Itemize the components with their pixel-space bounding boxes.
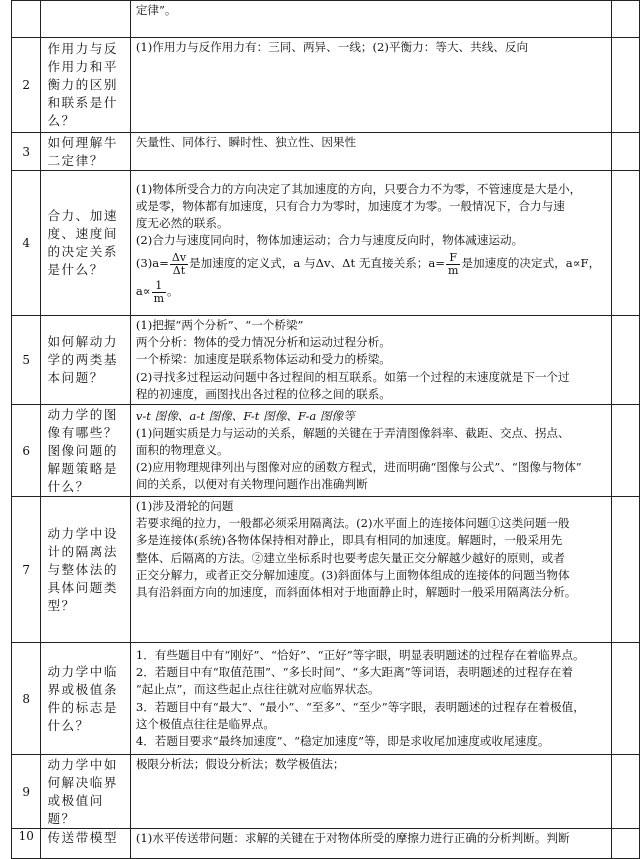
row-number: 8 xyxy=(12,643,41,755)
answer-line: (2)合力与速度同向时，物体加速运动；合力与速度反向时，物体减速运动。 xyxy=(135,233,524,248)
answer-line: 面积的物理意义。 xyxy=(135,442,229,457)
question-cell xyxy=(41,1,130,38)
answer-line: 程的初速度，画图找出各过程的位移之间的联系。 xyxy=(135,386,391,401)
answer-line: 定律”。 xyxy=(135,3,177,17)
answer-line: 一个桥梁：加速度是联系物体运动和受力的桥梁。 xyxy=(135,352,391,367)
fraction-denominator: Δt xyxy=(172,263,186,277)
answer-line: (1)涉及滑轮的问题 xyxy=(135,499,234,514)
answer-line: “起止点”，而这些起止点往往就对应临界状态。 xyxy=(135,682,380,697)
table-row xyxy=(12,829,640,859)
table-row xyxy=(12,38,640,133)
table-row xyxy=(12,171,640,316)
answer-line: 2．若题目中有“取值范围”、“多长时间”、“多大距离”等词语，表明题述的过程存在着 xyxy=(135,665,573,680)
answer-line: (1)作用力与反作用力有：三同、两异、一线；(2)平衡力：等大、共线、反向 xyxy=(135,40,529,54)
question-cell: 合力、加速度、速度间的决定关系是什么？ xyxy=(41,171,130,316)
empty-cell xyxy=(612,1,640,38)
question-cell: 作用力与反作用力和平衡力的区别和联系是什么？ xyxy=(41,38,130,133)
answer-line: (1)把握“两个分析”、“一个桥梁” xyxy=(135,318,304,332)
question-cell: 动力学中临界或极值条件的标志是什么？ xyxy=(41,643,130,755)
table-row xyxy=(12,755,640,829)
empty-cell xyxy=(612,133,640,171)
answer-cell xyxy=(130,133,611,171)
answer-cell xyxy=(130,643,611,755)
answer-line: 极限分析法；假设分析法；数学极值法； xyxy=(135,757,345,772)
answer-line: (2)应用物理规律列出与图像对应的函数方程式，进而明确“图像与公式”、“图像与物体” xyxy=(135,460,582,475)
answer-cell xyxy=(130,755,611,829)
answer-line: 度无必然的联系。 xyxy=(135,216,229,230)
answer-line: 间的关系，以便对有关物理问题作出准确判断 xyxy=(135,477,368,492)
answer-cell xyxy=(130,497,611,643)
table-row xyxy=(12,133,640,171)
table-row xyxy=(12,497,640,643)
row-number: 5 xyxy=(12,316,41,405)
empty-cell xyxy=(612,755,640,829)
formula-line xyxy=(136,249,606,277)
row-number: 4 xyxy=(12,171,41,316)
answer-line: 整体、后隔离的方法。②建立坐标系时也要考虑矢量正交分解越少越好的原则，或者 xyxy=(135,550,565,565)
answer-cell xyxy=(130,316,611,405)
formula-line xyxy=(136,277,606,305)
question-cell: 如何理解牛二定律？ xyxy=(41,133,130,171)
formula-middle: 是加速度的定义式，a 与Δv、Δt 无直接关系；a= xyxy=(189,256,446,271)
empty-cell xyxy=(612,171,640,316)
answer-cell xyxy=(130,405,611,497)
fraction-dv-dt xyxy=(170,252,188,277)
formula-last-prefix: a∝ xyxy=(135,284,151,299)
fraction-numerator: Δv xyxy=(171,250,187,264)
answer-line: (2)寻找多过程运动问题中各过程间的相互联系。如第一个过程的末速度就是下一个过 xyxy=(135,369,570,384)
empty-cell xyxy=(612,38,640,133)
table-row xyxy=(12,643,640,755)
row-number: 2 xyxy=(12,38,41,133)
answer-line: 或是零，物体都有加速度，只有合力为零时，加速度才为零。一般情况下，合力与速 xyxy=(135,198,565,213)
fraction-1-m xyxy=(152,280,166,305)
answer-cell xyxy=(130,171,611,316)
empty-cell xyxy=(612,316,640,405)
answer-line: (1)水平传送带问题：求解的关键在于对物体所受的摩擦力进行正确的分析判断。判断 xyxy=(135,831,570,846)
question-cell: 动力学中设计的隔离法与整体法的具体问题类型？ xyxy=(41,497,130,643)
answer-line: 4．若题目要求“最终加速度”、“稳定加速度”等，即是求收尾加速度或收尾速度。 xyxy=(135,733,550,748)
answer-line: 具有沿斜面方向的加速度，而斜面体相对于地面静止时，解题时一般采用隔离法分析。 xyxy=(135,585,577,600)
question-cell: 如何解动力学的两类基本问题？ xyxy=(41,316,130,405)
row-number xyxy=(12,1,41,38)
formula-suffix: 是加速度的决定式，a∝F， xyxy=(461,256,601,271)
table-row xyxy=(12,405,640,497)
table-row xyxy=(12,1,640,38)
fraction-f-m xyxy=(446,252,460,277)
answer-line: 正交分解力，或者正交分解加速度。(3)斜面体与上面物体组成的连接体的问题当物体 xyxy=(135,567,570,582)
row-number: 3 xyxy=(12,133,41,171)
question-cell: 动力学的图像有哪些？图像问题的解题策略是什么？ xyxy=(41,405,130,497)
answer-line: 多是连接体(系统)各物体保持相对静止，即具有相同的加速度。解题时，一般采用先 xyxy=(135,533,563,548)
row-number: 6 xyxy=(12,405,41,497)
empty-cell xyxy=(612,643,640,755)
answer-cell xyxy=(130,38,611,133)
fraction-denominator: m xyxy=(448,263,459,277)
fraction-numerator: F xyxy=(446,252,460,265)
empty-cell xyxy=(612,497,640,643)
formula-last-suffix: 。 xyxy=(167,284,179,299)
empty-cell xyxy=(612,829,640,859)
answer-line: (1)物体所受合力的方向决定了其加速度的方向，只要合力不为零，不管速度是大是小， xyxy=(135,181,582,196)
answer-line: (1)问题实质是力与运动的关系，解题的关键在于弄清图像斜率、截距、交点、拐点、 xyxy=(135,425,570,440)
answer-line: 这个极值点往往是临界点。 xyxy=(135,716,275,731)
answer-line: 若要求绳的拉力，一般都必须采用隔离法。(2)水平面上的连接体问题①这类问题一般 xyxy=(135,516,570,531)
physics-qa-table xyxy=(11,0,640,859)
row-number: 7 xyxy=(12,497,41,643)
answer-cell xyxy=(130,829,611,859)
empty-cell xyxy=(612,405,640,497)
row-number: 10 xyxy=(12,829,41,859)
answer-line: v-t 图像、a-t 图像、F-t 图像、F-a 图像等 xyxy=(135,408,355,423)
answer-cell xyxy=(130,1,611,38)
formula-prefix: (3)a= xyxy=(135,256,169,271)
answer-line: 矢量性、同体行、瞬时性、独立性、因果性 xyxy=(135,135,357,149)
table-row xyxy=(12,316,640,405)
fraction-numerator: 1 xyxy=(152,280,166,293)
question-cell: 动力学中如何解决临界或极值问题？ xyxy=(41,755,130,829)
fraction-denominator: m xyxy=(153,291,165,305)
answer-line: 两个分析：物体的受力情况分析和运动过程分析。 xyxy=(135,335,391,350)
row-number: 9 xyxy=(12,755,41,829)
question-cell: 传送带模型 xyxy=(41,829,130,859)
answer-line: 1．有些题目中有“刚好”、“恰好”、“正好”等字眼，明显表明题述的过程存在着临界点。 xyxy=(135,647,585,662)
answer-line: 3．若题目中有“最大”、“最小”、“至多”、“至少”等字眼，表明题述的过程存在着极值， xyxy=(135,699,585,714)
